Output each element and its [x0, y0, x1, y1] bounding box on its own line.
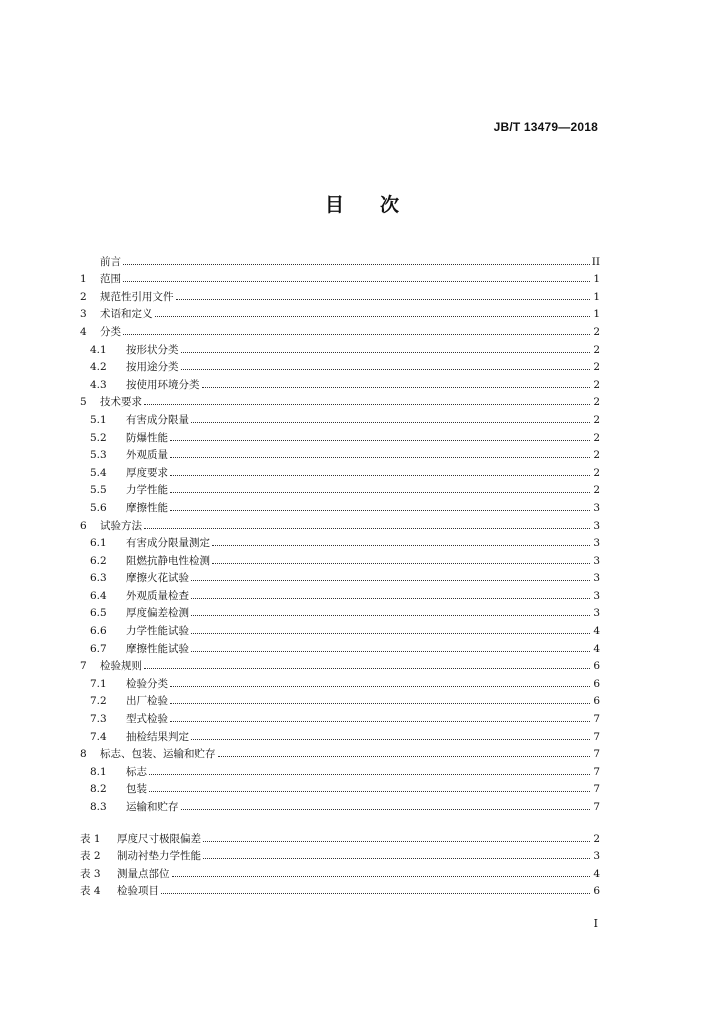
- dot-leader: [191, 422, 590, 423]
- toc-entry[interactable]: [80, 637, 600, 655]
- toc-entry-label: 出厂检验: [126, 695, 168, 708]
- toc-entry-page: 2: [593, 832, 600, 845]
- toc-entry-page: 1: [593, 290, 600, 303]
- toc-entry-number: 4.3: [90, 378, 107, 391]
- toc-entry-page: 6: [593, 660, 600, 673]
- table-list: [80, 827, 600, 897]
- toc-entry-label: 包装: [126, 783, 147, 796]
- toc-entry[interactable]: [80, 444, 600, 462]
- toc-entry-number: 7.2: [90, 695, 107, 708]
- toc-entry[interactable]: [80, 567, 600, 585]
- toc-entry[interactable]: [80, 760, 600, 778]
- toc-entry-number: 3: [80, 308, 87, 321]
- toc-entry-label: 技术要求: [100, 396, 142, 409]
- toc-entry-page: 7: [593, 713, 600, 726]
- toc-entry-page: 6: [593, 677, 600, 690]
- toc-entry-label: 摩擦性能试验: [126, 642, 189, 655]
- toc-entry-page: 2: [593, 413, 600, 426]
- toc-entry-number: 表 1: [80, 832, 101, 845]
- dot-leader: [172, 876, 591, 877]
- page-number: I: [593, 917, 598, 930]
- dot-leader: [212, 545, 590, 546]
- toc-entry-label: 前言: [100, 255, 121, 268]
- toc-entry[interactable]: [80, 672, 600, 690]
- toc-entry-label: 抽检结果判定: [126, 730, 189, 743]
- toc-entry-page: 2: [593, 466, 600, 479]
- toc-entry[interactable]: [80, 426, 600, 444]
- toc-entry[interactable]: [80, 320, 600, 338]
- toc-entry-page: 7: [593, 748, 600, 761]
- toc-entry-page: 2: [593, 378, 600, 391]
- toc-entry[interactable]: [80, 514, 600, 532]
- dot-leader: [218, 756, 591, 757]
- dot-leader: [191, 598, 590, 599]
- dot-leader: [170, 492, 590, 493]
- toc-entry-number: 8: [80, 748, 87, 761]
- dot-leader: [170, 703, 590, 704]
- toc-entry-label: 检验分类: [126, 677, 168, 690]
- dot-leader: [170, 721, 590, 722]
- dot-leader: [191, 651, 590, 652]
- toc-entry-label: 摩擦火花试验: [126, 572, 189, 585]
- toc-entry-page: 7: [593, 730, 600, 743]
- dot-leader: [170, 510, 590, 511]
- toc-entry-number: 6.5: [90, 607, 107, 620]
- toc-entry-page: 4: [593, 867, 600, 880]
- toc-entry-page: 1: [593, 308, 600, 321]
- table-of-contents: [80, 250, 600, 897]
- dot-leader: [191, 580, 590, 581]
- toc-entry-page: 3: [593, 519, 600, 532]
- dot-leader: [170, 686, 590, 687]
- toc-entry-label: 制动衬垫力学性能: [117, 850, 201, 863]
- toc-entry-label: 外观质量检查: [126, 589, 189, 602]
- dot-leader: [144, 528, 590, 529]
- toc-entry-label: 防爆性能: [126, 431, 168, 444]
- toc-entry-page: 6: [593, 885, 600, 898]
- dot-leader: [191, 739, 590, 740]
- toc-entry[interactable]: [80, 391, 600, 409]
- dot-leader: [161, 893, 590, 894]
- toc-entry-label: 按形状分类: [126, 343, 179, 356]
- dot-leader: [170, 457, 590, 458]
- toc-entry-label: 按使用环境分类: [126, 378, 200, 391]
- dot-leader: [176, 299, 591, 300]
- toc-entry-label: 厚度偏差检测: [126, 607, 189, 620]
- toc-entry-number: 表 2: [80, 850, 101, 863]
- dot-leader: [202, 387, 591, 388]
- toc-entry[interactable]: [80, 845, 600, 863]
- dot-leader: [191, 615, 590, 616]
- toc-entry-label: 标志: [126, 765, 147, 778]
- toc-entry-number: 5: [80, 396, 87, 409]
- toc-entry-label: 有害成分限量: [126, 413, 189, 426]
- toc-entry-label: 运输和贮存: [126, 801, 179, 813]
- dot-leader: [181, 809, 591, 810]
- toc-entry[interactable]: [80, 778, 600, 796]
- dot-leader: [181, 352, 591, 353]
- toc-entry[interactable]: [80, 408, 600, 426]
- toc-entry-label: 型式检验: [126, 713, 168, 726]
- toc-entry-page: 2: [593, 431, 600, 444]
- toc-entry[interactable]: [80, 725, 600, 743]
- title-char-2: 次: [380, 194, 400, 216]
- toc-entry-label: 有害成分限量测定: [126, 537, 210, 550]
- toc-entry[interactable]: [80, 743, 600, 761]
- toc-entry-label: 范围: [100, 273, 121, 286]
- toc-entry-label: 检验项目: [117, 885, 159, 898]
- toc-entry-label: 摩擦性能: [126, 501, 168, 514]
- dot-leader: [170, 440, 590, 441]
- toc-entry-number: 6.3: [90, 572, 107, 585]
- toc-entry[interactable]: [80, 479, 600, 497]
- dot-leader: [212, 563, 590, 564]
- toc-entry[interactable]: [80, 268, 600, 286]
- toc-entry-page: 2: [593, 343, 600, 356]
- toc-entry[interactable]: [80, 584, 600, 602]
- dot-leader: [123, 264, 590, 265]
- toc-entry-number: 5.1: [90, 413, 107, 426]
- dot-leader: [123, 334, 590, 335]
- toc-entry-page: 7: [593, 765, 600, 778]
- toc-entry-page: 4: [593, 625, 600, 638]
- toc-entry[interactable]: [80, 532, 600, 550]
- toc-entry[interactable]: [80, 549, 600, 567]
- toc-entry-number: 8.1: [90, 765, 107, 778]
- dot-leader: [149, 774, 590, 775]
- toc-entry[interactable]: [80, 250, 600, 268]
- toc-entry[interactable]: [80, 461, 600, 479]
- toc-entry[interactable]: [80, 827, 600, 845]
- toc-entry-page: 2: [593, 484, 600, 497]
- toc-entry-number: 5.3: [90, 449, 107, 462]
- toc-entry-page: 7: [593, 783, 600, 796]
- toc-entry-label: 检验规则: [100, 660, 142, 673]
- toc-entry-number: 7.3: [90, 713, 107, 726]
- dot-leader: [144, 668, 590, 669]
- standard-code: JB/T 13479—2018: [493, 120, 598, 134]
- toc-entry-number: 1: [80, 273, 87, 286]
- toc-entry-number: 5.6: [90, 501, 107, 514]
- toc-entry-label: 力学性能: [126, 484, 168, 497]
- toc-entry[interactable]: [80, 655, 600, 673]
- toc-entry-page: 3: [593, 589, 600, 602]
- toc-entry-number: 5.4: [90, 466, 107, 479]
- dot-leader: [123, 281, 590, 282]
- toc-entry-number: 4: [80, 325, 87, 338]
- toc-entry-page: 3: [593, 501, 600, 514]
- toc-entry-page: 2: [593, 361, 600, 374]
- toc-entry-page: 1: [593, 273, 600, 286]
- toc-entry-label: 厚度要求: [126, 466, 168, 479]
- toc-entry-number: 7.4: [90, 730, 107, 743]
- dot-leader: [191, 633, 590, 634]
- page-title: [0, 190, 724, 217]
- toc-entry-page: 3: [593, 572, 600, 585]
- dot-leader: [203, 858, 590, 859]
- toc-entry-label: 外观质量: [126, 449, 168, 462]
- toc-entry-number: 6.7: [90, 642, 107, 655]
- dot-leader: [144, 404, 590, 405]
- toc-entry-label: 按用途分类: [126, 361, 179, 374]
- toc-entry[interactable]: [80, 707, 600, 725]
- toc-entry[interactable]: [80, 303, 600, 321]
- toc-entry-page: 6: [593, 695, 600, 708]
- toc-entry-number: 表 4: [80, 885, 101, 898]
- toc-entry-page: 3: [593, 850, 600, 863]
- toc-entry-number: 5.2: [90, 431, 107, 444]
- toc-entry[interactable]: [80, 619, 600, 637]
- toc-entry-label: 规范性引用文件: [100, 290, 174, 303]
- toc-entry-number: 表 3: [80, 867, 101, 880]
- dot-leader: [170, 475, 590, 476]
- toc-entry-label: 阻燃抗静电性检测: [126, 554, 210, 567]
- toc-entry-number: 6.1: [90, 537, 107, 550]
- toc-entry-number: 6.4: [90, 589, 107, 602]
- toc-entry-number: 7: [80, 660, 87, 673]
- toc-entry-number: 2: [80, 290, 87, 303]
- toc-entry-number: 5.5: [90, 484, 107, 497]
- toc-entry-page: 7: [593, 801, 600, 813]
- toc-entry-page: 4: [593, 642, 600, 655]
- toc-entry-label: 分类: [100, 325, 121, 338]
- toc-entry-label: 标志、包装、运输和贮存: [100, 748, 216, 761]
- toc-entry-label: 试验方法: [100, 519, 142, 532]
- toc-entries: [80, 250, 600, 813]
- toc-entry-number: 6: [80, 519, 87, 532]
- toc-entry[interactable]: [80, 862, 600, 880]
- dot-leader: [155, 316, 591, 317]
- toc-gap: [80, 813, 600, 827]
- toc-entry[interactable]: [80, 338, 600, 356]
- dot-leader: [149, 791, 590, 792]
- dot-leader: [203, 841, 590, 842]
- toc-entry[interactable]: [80, 356, 600, 374]
- toc-entry[interactable]: [80, 373, 600, 391]
- toc-entry[interactable]: [80, 602, 600, 620]
- toc-entry[interactable]: [80, 285, 600, 303]
- toc-entry-page: 3: [593, 554, 600, 567]
- toc-entry-page: 2: [593, 396, 600, 409]
- toc-entry-page: 3: [593, 537, 600, 550]
- toc-entry-number: 6.2: [90, 554, 107, 567]
- toc-entry-page: 2: [593, 325, 600, 338]
- toc-entry[interactable]: [80, 690, 600, 708]
- toc-entry-label: 术语和定义: [100, 308, 153, 321]
- toc-entry-number: 8.3: [90, 801, 107, 813]
- toc-entry-label: 厚度尺寸极限偏差: [117, 832, 201, 845]
- toc-entry-label: 力学性能试验: [126, 625, 189, 638]
- toc-entry[interactable]: [80, 496, 600, 514]
- toc-entry[interactable]: [80, 795, 600, 813]
- toc-entry-page: 3: [593, 607, 600, 620]
- toc-entry-number: 8.2: [90, 783, 107, 796]
- title-char-1: 目: [324, 194, 344, 216]
- toc-entry-label: 测量点部位: [117, 867, 170, 880]
- dot-leader: [181, 369, 591, 370]
- toc-entry[interactable]: [80, 880, 600, 898]
- toc-entry-page: II: [591, 255, 600, 268]
- toc-entry-page: 2: [593, 449, 600, 462]
- toc-entry-number: 4.2: [90, 361, 107, 374]
- toc-entry-number: 4.1: [90, 343, 107, 356]
- toc-entry-number: 7.1: [90, 677, 107, 690]
- toc-entry-number: 6.6: [90, 625, 107, 638]
